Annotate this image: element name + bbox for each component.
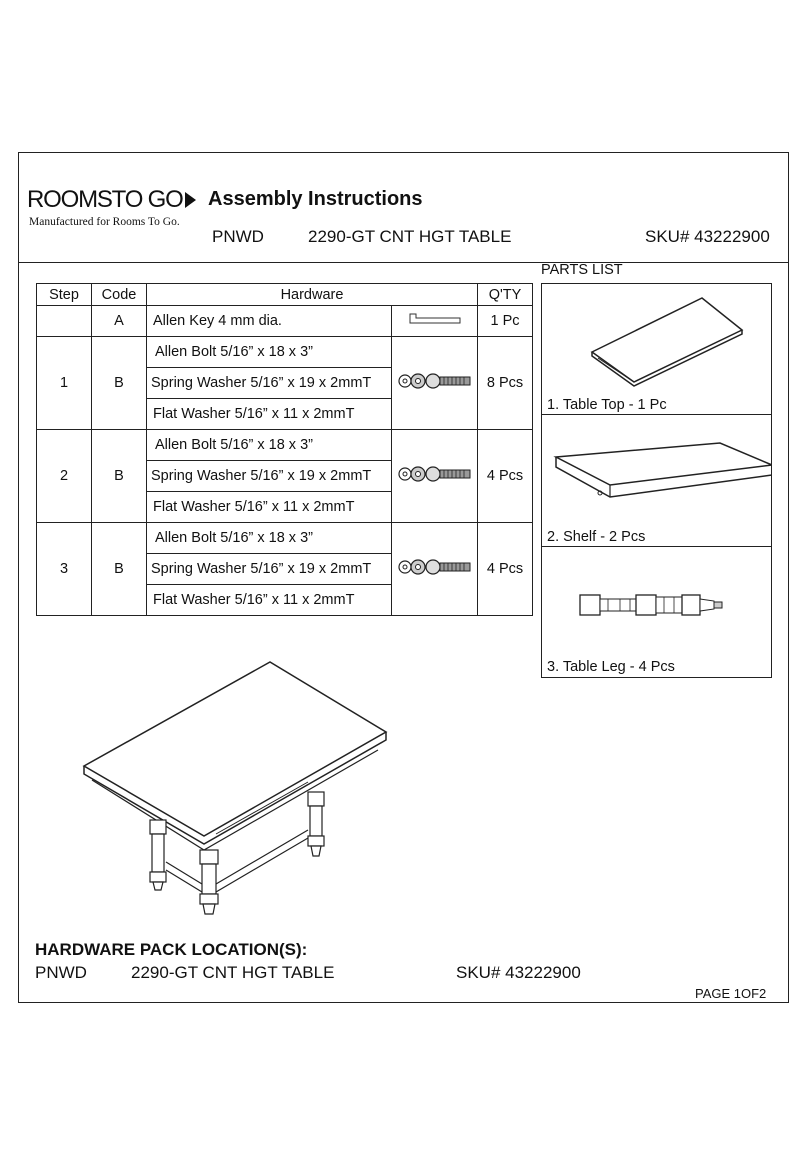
- cell-code: B: [92, 430, 147, 523]
- table-header-row: [37, 284, 533, 306]
- header-sku: SKU# 43222900: [645, 227, 770, 246]
- bolt-washer-icon: [392, 430, 478, 523]
- cell-step: 3: [37, 523, 92, 616]
- hardware-pack-title: HARDWARE PACK LOCATION(S):: [35, 940, 308, 959]
- page-title: Assembly Instructions: [208, 188, 423, 210]
- logo-text: ROOMSTO GO: [27, 186, 183, 213]
- page-number: PAGE 1OF2: [695, 986, 767, 1001]
- cell-hardware: Spring Washer 5/16” x 19 x 2mmT: [147, 461, 392, 492]
- cell-step: 2: [37, 430, 92, 523]
- part-item: [542, 415, 771, 547]
- table-leg-icon: [578, 587, 728, 623]
- cell-code: A: [92, 306, 147, 337]
- cell-step: [37, 306, 92, 337]
- hardware-pack-product: 2290-GT CNT HGT TABLE: [131, 963, 335, 982]
- parts-list: [541, 283, 772, 678]
- cell-hardware: Allen Bolt 5/16” x 18 x 3”: [147, 523, 392, 554]
- part-label: 1. Table Top - 1 Pc: [547, 397, 667, 413]
- part-item: [542, 284, 771, 415]
- bolt-washer-icon: [392, 523, 478, 616]
- assembled-table-illustration: [80, 658, 420, 918]
- col-step: Step: [37, 284, 92, 306]
- cell-qty: 8 Pcs: [478, 337, 533, 430]
- cell-hardware: Spring Washer 5/16” x 19 x 2mmT: [147, 554, 392, 585]
- cell-code: B: [92, 523, 147, 616]
- part-item: [542, 547, 771, 677]
- part-label: 3. Table Leg - 4 Pcs: [547, 659, 675, 675]
- header-collection: PNWD: [212, 227, 264, 246]
- header-product: 2290-GT CNT HGT TABLE: [308, 227, 512, 246]
- col-hardware: Hardware: [147, 284, 478, 306]
- cell-hardware: Allen Bolt 5/16” x 18 x 3”: [147, 337, 392, 368]
- table-top-icon: [582, 292, 752, 387]
- table-row: [37, 523, 533, 554]
- cell-qty: 1 Pc: [478, 306, 533, 337]
- table-row: [37, 337, 533, 368]
- cell-hardware: Flat Washer 5/16” x 11 x 2mmT: [147, 585, 392, 616]
- cell-step: 1: [37, 337, 92, 430]
- hardware-table: [36, 283, 533, 616]
- cell-hardware: Flat Washer 5/16” x 11 x 2mmT: [147, 492, 392, 523]
- header-divider: [18, 262, 789, 263]
- cell-hardware: Spring Washer 5/16” x 19 x 2mmT: [147, 368, 392, 399]
- cell-hardware: Allen Key 4 mm dia.: [147, 306, 392, 337]
- table-row: [37, 430, 533, 461]
- brand-logo: [27, 186, 196, 214]
- bolt-washer-icon: [392, 337, 478, 430]
- cell-hardware: Allen Bolt 5/16” x 18 x 3”: [147, 430, 392, 461]
- allen-key-icon: [392, 306, 478, 337]
- hardware-pack-collection: PNWD: [35, 963, 87, 982]
- logo-arrow-icon: [185, 192, 196, 208]
- cell-qty: 4 Pcs: [478, 430, 533, 523]
- hardware-pack-sku: SKU# 43222900: [456, 963, 581, 982]
- part-label: 2. Shelf - 2 Pcs: [547, 529, 646, 545]
- cell-qty: 4 Pcs: [478, 523, 533, 616]
- parts-list-title: PARTS LIST: [541, 262, 623, 278]
- shelf-icon: [550, 435, 772, 507]
- col-qty: Q'TY: [478, 284, 533, 306]
- col-code: Code: [92, 284, 147, 306]
- cell-hardware: Flat Washer 5/16” x 11 x 2mmT: [147, 399, 392, 430]
- logo-tagline: Manufactured for Rooms To Go.: [29, 216, 180, 228]
- table-row: [37, 306, 533, 337]
- cell-code: B: [92, 337, 147, 430]
